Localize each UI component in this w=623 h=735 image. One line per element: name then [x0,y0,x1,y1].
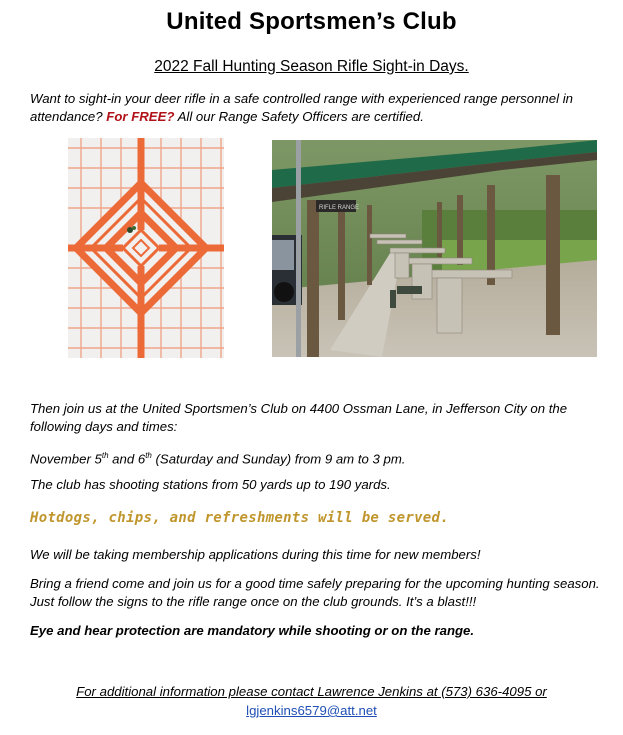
date-text-3: (Saturday and Sunday) from 9 am to 3 pm. [151,451,406,467]
date-sup-1: th [101,451,109,460]
intro-paragraph [30,90,600,126]
range-photo-graphic [272,140,597,357]
range-sign-text: RIFLE RANGE [319,205,360,211]
membership-paragraph: We will be taking membership applications during this time for new members! [30,547,481,562]
intro-text-2: All our Range Safety Officers are certified. [177,109,424,124]
free-text: For FREE? [106,109,175,124]
range-photo [272,140,597,357]
contact-block [0,682,623,720]
date-sup-2: th [145,451,152,460]
target-graphic [68,138,224,358]
date-text-1: November 5 [30,451,102,467]
stations-paragraph: The club has shooting stations from 50 yards up to 190 yards. [30,477,391,492]
date-text-2: and 6 [108,451,146,467]
target-image [68,138,224,358]
bring-friend-paragraph: Bring a friend come and join us for a good time safely preparing for the upcoming hunting season. Just follow the signs to the rifle range once on the club grounds. It’s a blast!!! [30,576,600,609]
protection-notice: Eye and hear protection are mandatory while shooting or on the range. [30,623,475,638]
intro-text-1: Want to sight-in your deer rifle in a safe controlled range with experienced range personnel in attendance? [30,91,573,124]
join-paragraph: Then join us at the United Sportsmen’s Club on 4400 Ossman Lane, in Jefferson City on the following days and times: [30,401,568,434]
page-title: United Sportsmen’s Club [166,8,457,35]
page-subtitle: 2022 Fall Hunting Season Rifle Sight-in Days. [154,58,469,75]
contact-line: For additional information please contact Lawrence Jenkins at (573) 636-4095 or [76,684,547,699]
refreshments-text: Hotdogs, chips, and refreshments will be served. [30,510,449,526]
dates-paragraph [30,447,600,468]
contact-email-link[interactable]: lgjenkins6579@att.net [246,703,377,718]
